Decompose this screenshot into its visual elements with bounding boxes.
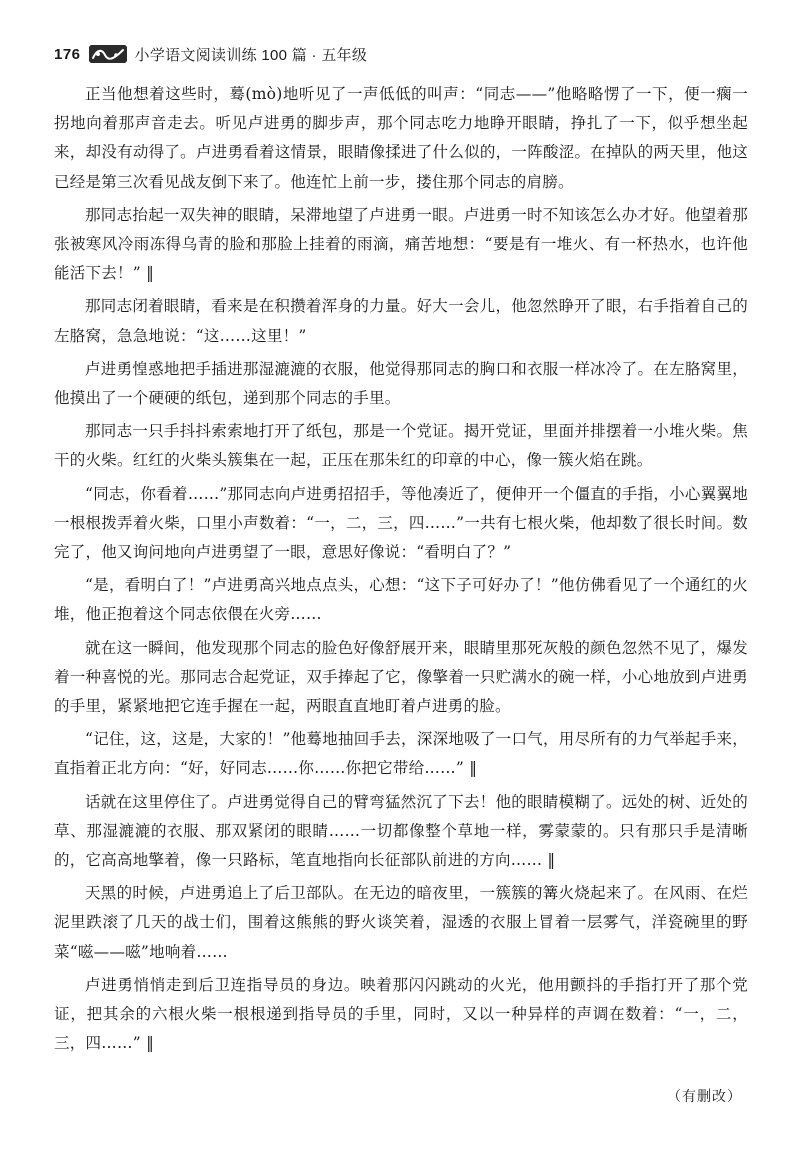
paragraph-2: 那同志抬起一双失神的眼睛，呆滞地望了卢进勇一眼。卢进勇一时不知该怎么办才好。他望着那张被寒风冷雨冻得乌青的脸和那脸上挂着的雨滴，痛苦地想：“要是有一堆火、有一杯热水，也许他能活下去！” ‖ <box>54 205 748 283</box>
paragraph-8: 就在这一瞬间，他发现那个同志的脸色好像舒展开来，眼睛里那死灰般的颜色忽然不见了，爆发着一种喜悦的光。那同志合起党证，双手捧起了它，像擎着一只贮满水的碗一样，小心地放到卢进勇的手里，紧紧地把它连手握在一起，两眼直直地盯着卢进勇的脸。 <box>54 638 748 716</box>
series-logo-icon <box>89 45 127 63</box>
paragraph-11: 天黑的时候，卢进勇追上了后卫部队。在无边的暗夜里，一簇簇的篝火烧起来了。在风雨、在烂泥里跌滚了几天的战士们，围着这熊熊的野火谈笑着，湿透的衣服上冒着一层雾气，洋瓷碗里的野菜“嗞——嗞”地响着…… <box>54 884 748 961</box>
paragraph-4: 卢进勇惶惑地把手插进那湿漉漉的衣服，他觉得那同志的胸口和衣服一样冰冷了。在左胳窝里，他摸出了一个硬硬的纸包，递到那个同志的手里。 <box>54 359 748 408</box>
paragraph-7: “是，看明白了！”卢进勇高兴地点点头，心想：“这下子可好办了！”他仿佛看见了一个通红的火堆，他正抱着这个同志依偎在火旁…… <box>54 576 748 624</box>
book-title: 小学语文阅读训练 100 篇 · 五年级 <box>134 46 368 64</box>
paragraph-10: 话就在这里停住了。卢进勇觉得自己的臂弯猛然沉了下去！他的眼睛模糊了。远处的树、近处的草、那湿漉漉的衣服、那双紧闭的眼睛……一切都像整个草地一样，雾蒙蒙的。只有那只手是清晰的，它高高地擎着，像一只路标，笔直地指向长征部队前进的方向…… ‖ <box>54 792 748 870</box>
article-body <box>54 80 748 1063</box>
paragraph-1: 正当他想着这些时，蓦(mò)地听见了一声低低的叫声：“同志——”他略略愣了一下，便一瘸一拐地向着那声音走去。听见卢进勇的脚步声，那个同志吃力地睁开眼睛，挣扎了一下，似乎想坐起来，却没有动得了。卢进勇看着这情景，眼睛像揉进了什么似的，一阵酸涩。在掉队的两天里，他这已经是第三次看见战友倒下来了。他连忙上前一步，搂住那个同志的肩膀。 <box>54 85 748 191</box>
paragraph-9: “记住，这，这是，大家的！”他蓦地抽回手去，深深地吸了一口气，用尽所有的力气举起手来，直指着正北方向：“好，好同志……你……你把它带给……” ‖ <box>54 730 748 778</box>
paragraph-5: 那同志一只手抖抖索索地打开了纸包，那是一个党证。揭开党证，里面并排摆着一小堆火柴。焦干的火柴。红红的火柴头簇集在一起，正压在那朱红的印章的中心，像一簇火焰在跳。 <box>54 422 748 470</box>
page-number: 176 <box>54 45 81 63</box>
source-note: （有删改） <box>667 1089 742 1105</box>
paragraph-3: 那同志闭着眼睛，看来是在积攒着浑身的力量。好大一会儿，他忽然睁开了眼，右手指着自己的左胳窝，急急地说：“这……这里！” <box>54 297 748 345</box>
page-header <box>54 42 367 66</box>
paragraph-12: 卢进勇悄悄走到后卫连指导员的身边。映着那闪闪跳动的火光，他用颤抖的手指打开了那个党证，把其余的六根火柴一根根递到指导员的手里，同时，又以一种异样的声调在数着：“一，二，三，四……” ‖ <box>54 975 748 1053</box>
paragraph-6: “同志，你看着……”那同志向卢进勇招招手，等他凑近了，便伸开一个僵直的手指，小心翼翼地一根根拨弄着火柴，口里小声数着：“一，二，三，四……”一共有七根火柴，他却数了很长时间。数完了，他又询问地向卢进勇望了一眼，意思好像说：“看明白了？” <box>54 484 748 562</box>
